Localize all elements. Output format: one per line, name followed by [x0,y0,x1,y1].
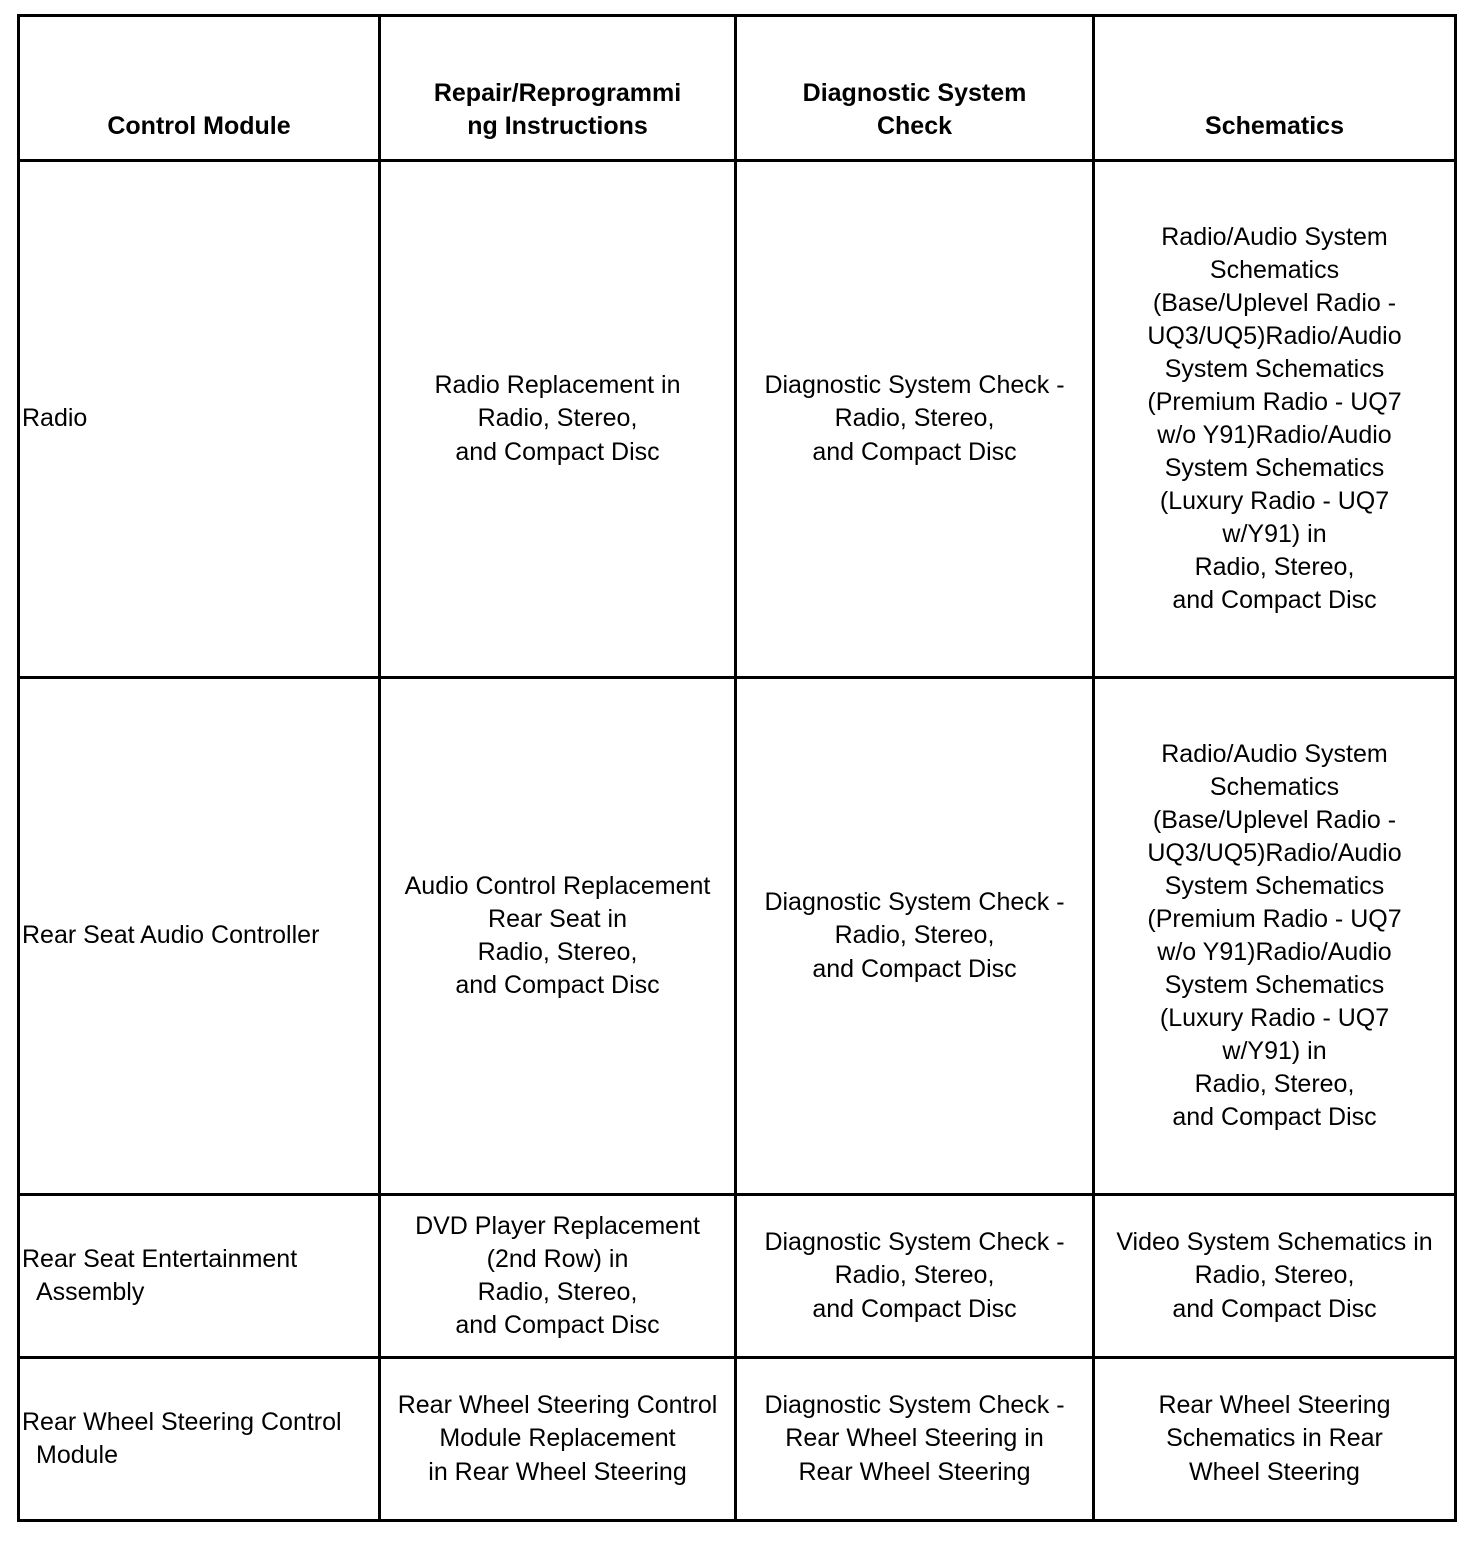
cell-line: Rear Wheel Steering [798,1457,1031,1486]
cell-line: (2nd Row) in [486,1244,629,1273]
cell-line: and Compact Disc [812,1294,1017,1323]
cell-line: Radio, Stereo, [834,404,995,433]
cell-line: Diagnostic System Check - [764,1391,1065,1420]
cell-line: Rear Wheel Steering Control [22,1407,342,1436]
cell-line: Radio, Stereo, [477,1278,638,1306]
cell-line: Rear Seat Audio Controller [22,921,320,950]
cell-line: w/o Y91)Radio/Audio [1157,421,1392,449]
cell-control-module [19,161,380,678]
cell-line: Radio, Stereo, [1194,1261,1355,1290]
cell-diagnostic-link[interactable] [736,1358,1094,1521]
header-label: Diagnostic System [802,78,1027,107]
table-row [19,1195,1456,1358]
cell-line: Diagnostic System Check - [764,371,1065,400]
cell-line: (Luxury Radio - UQ7 [1159,487,1390,515]
cell-line: Radio, Stereo, [477,938,638,966]
cell-line: and Compact Disc [455,1311,660,1340]
cell-line: Radio, Stereo, [834,921,995,950]
cell-line: Radio, Stereo, [1194,1070,1355,1098]
cell-line: and Compact Disc [455,971,660,1000]
table-row [19,1358,1456,1521]
cell-line: Rear Wheel Steering [1158,1391,1391,1420]
cell-line: Assembly [36,1278,145,1306]
cell-line: Module [36,1441,118,1469]
cell-line: and Compact Disc [1172,586,1377,614]
cell-line: w/Y91) in [1222,520,1327,548]
cell-line: (Base/Uplevel Radio - [1152,289,1397,317]
cell-line: Module Replacement [439,1424,676,1453]
cell-line: Rear Wheel Steering in [785,1424,1044,1453]
cell-repair-link[interactable] [380,1195,736,1358]
cell-control-module [19,678,380,1195]
cell-line: Diagnostic System Check - [764,1228,1065,1257]
cell-line: and Compact Disc [455,437,660,466]
cell-line: System Schematics [1164,355,1385,383]
cell-line: and Compact Disc [1172,1294,1377,1323]
cell-repair-link[interactable] [380,1358,736,1521]
control-module-table [17,14,1457,1522]
cell-line: Rear Wheel Steering Control [397,1391,718,1420]
header-row [19,16,1456,161]
cell-line: w/o Y91)Radio/Audio [1157,938,1392,966]
cell-line: Radio/Audio System [1161,740,1388,768]
cell-line: Schematics [1209,773,1340,801]
cell-line: Video System Schematics in [1116,1228,1433,1257]
cell-schematics-link[interactable] [1094,1195,1456,1358]
header-label: ng Instructions [467,111,648,140]
cell-line: Diagnostic System Check - [764,888,1065,917]
cell-line: Radio, Stereo, [1194,553,1355,581]
cell-line: (Premium Radio - UQ7 [1147,905,1402,933]
table-row [19,161,1456,678]
cell-line: Radio, Stereo, [477,404,638,433]
cell-line: Rear Seat in [488,904,627,933]
cell-line: and Compact Disc [812,437,1017,466]
cell-line: (Base/Uplevel Radio - [1152,806,1397,834]
cell-line: w/Y91) in [1222,1037,1327,1065]
table-row [19,678,1456,1195]
cell-repair-link[interactable] [380,678,736,1195]
cell-line: Radio/Audio System [1161,223,1388,251]
cell-line: and Compact Disc [812,954,1017,983]
cell-diagnostic-link[interactable] [736,161,1094,678]
cell-line: Audio Control Replacement [404,871,711,900]
cell-diagnostic-link[interactable] [736,678,1094,1195]
header-label: Schematics [1205,111,1344,140]
cell-line: (Luxury Radio - UQ7 [1159,1004,1390,1032]
cell-schematics-link[interactable] [1094,161,1456,678]
header-repair-instructions [380,16,736,161]
cell-schematics-link[interactable] [1094,678,1456,1195]
cell-line: Radio Replacement in [434,371,681,400]
cell-line: and Compact Disc [1172,1103,1377,1131]
header-label: Repair/Reprogrammi [433,78,682,107]
cell-line: Schematics in Rear [1166,1424,1383,1453]
cell-line: Schematics [1209,256,1340,284]
cell-line: in Rear Wheel Steering [428,1457,687,1486]
cell-schematics-link[interactable] [1094,1358,1456,1521]
cell-line: UQ3/UQ5)Radio/Audio [1147,839,1402,867]
cell-line: DVD Player Replacement [415,1211,700,1240]
cell-line: Rear Seat Entertainment [22,1244,298,1273]
cell-line: Radio, Stereo, [834,1261,995,1290]
cell-line: UQ3/UQ5)Radio/Audio [1147,322,1402,350]
cell-line: Wheel Steering [1189,1457,1360,1486]
cell-line: System Schematics [1164,454,1385,482]
header-diagnostic-check [736,16,1094,161]
cell-control-module [19,1195,380,1358]
cell-control-module [19,1358,380,1521]
header-label: Control Module [107,111,291,140]
cell-line: (Premium Radio - UQ7 [1147,388,1402,416]
header-control-module [19,16,380,161]
cell-diagnostic-link[interactable] [736,1195,1094,1358]
cell-line: Radio [22,404,88,433]
cell-line: System Schematics [1164,971,1385,999]
cell-line: System Schematics [1164,872,1385,900]
header-label: Check [876,111,953,140]
header-schematics [1094,16,1456,161]
cell-repair-link[interactable] [380,161,736,678]
